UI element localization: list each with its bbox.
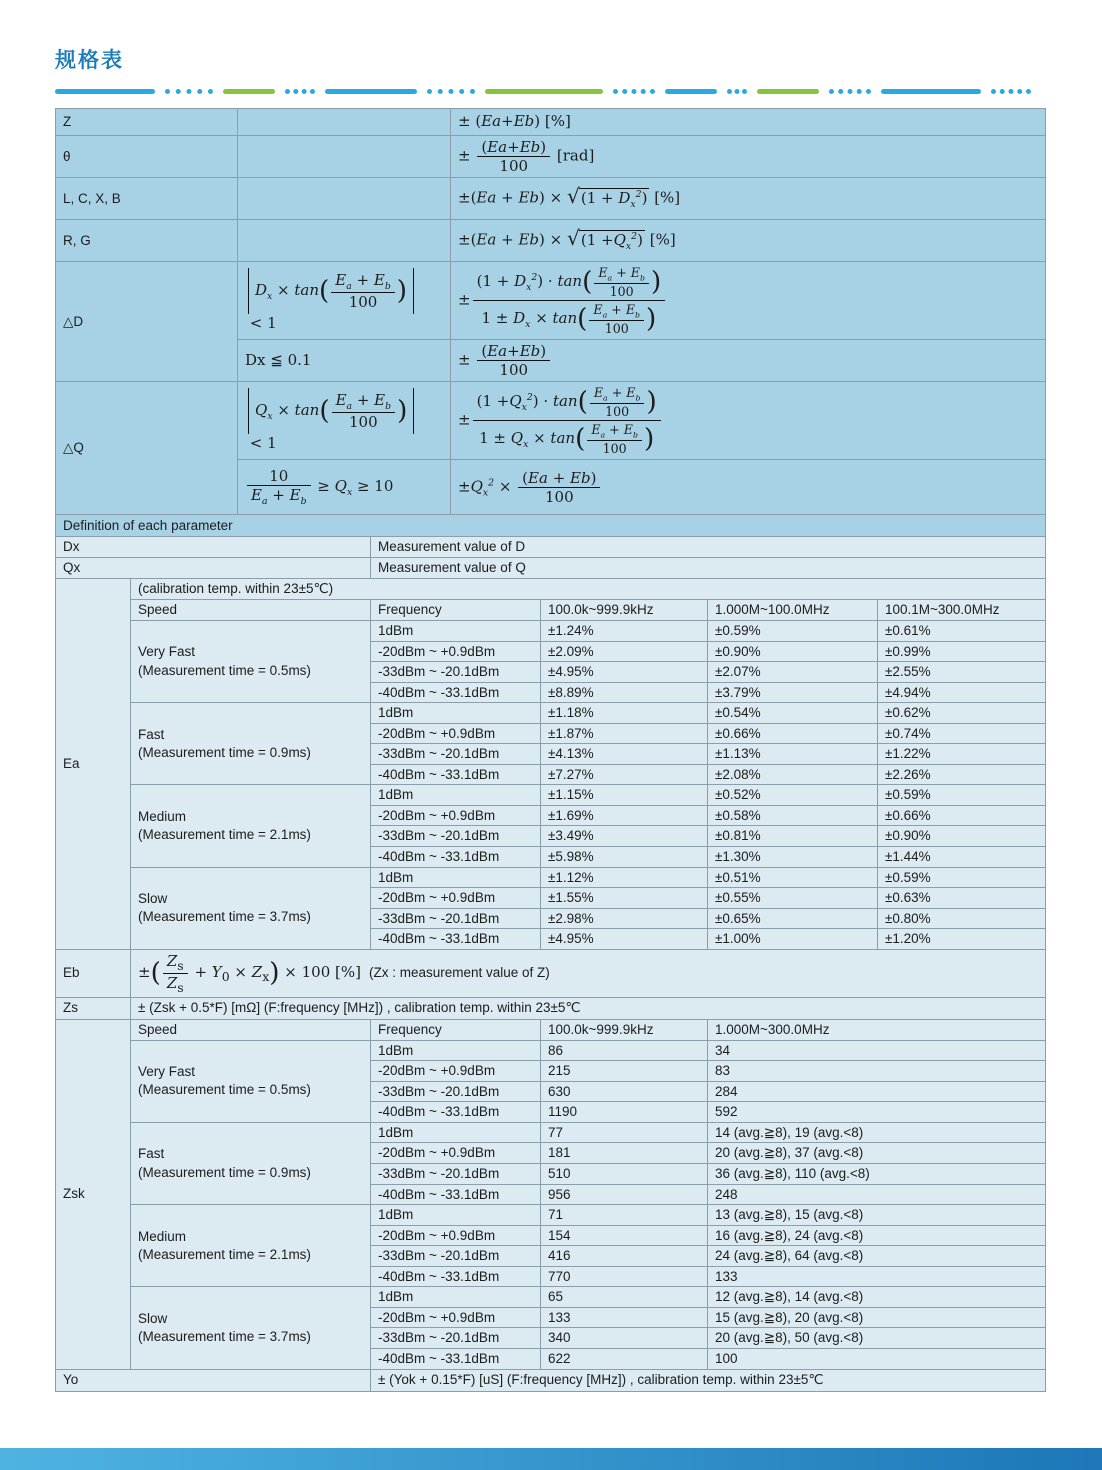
value-cell: ±0.80% — [878, 908, 1046, 929]
value-cell: ±3.79% — [708, 682, 878, 703]
zsk-speed-very-fast: Very Fast (Measurement time = 0.5ms) — [131, 1040, 371, 1122]
delta-d-condition-1: $D_x \times \tan$( $\frac{E_a + E_b}{100}$ ) < 1 — [238, 262, 451, 340]
value-cell: 215 — [541, 1061, 708, 1082]
value-cell: 71 — [541, 1205, 708, 1226]
value-cell: 592 — [708, 1102, 1046, 1123]
level-cell: -40dBm ~ -33.1dBm — [371, 847, 541, 868]
row-rg-label: R, G — [56, 220, 238, 262]
ea-header-speed: Speed — [131, 600, 371, 621]
value-cell: ±2.07% — [708, 662, 878, 683]
value-cell: ±7.27% — [541, 764, 708, 785]
value-cell: ±1.22% — [878, 744, 1046, 765]
definition-header: Definition of each parameter — [56, 515, 1046, 537]
value-cell: ±1.00% — [708, 929, 878, 950]
level-cell: -33dBm ~ -20.1dBm — [371, 826, 541, 847]
value-cell: ±4.94% — [878, 682, 1046, 703]
value-cell: ±5.98% — [541, 847, 708, 868]
value-cell: ±0.59% — [708, 621, 878, 642]
value-cell: 65 — [541, 1287, 708, 1308]
row-theta-formula: ± $\frac{(Ea+Eb)}{100}$ [rad] — [451, 136, 1046, 178]
value-cell: 630 — [541, 1081, 708, 1102]
level-cell: -40dBm ~ -33.1dBm — [371, 682, 541, 703]
footer-bar — [0, 1448, 1102, 1470]
row-qx-label: Qx — [56, 558, 371, 579]
row-rg-formula: $\pm(Ea + Eb) \times √(1 +Q_x^2)$ [%] — [451, 220, 1046, 262]
value-cell: 16 (avg.≧8), 24 (avg.<8) — [708, 1225, 1046, 1246]
value-cell: 20 (avg.≧8), 50 (avg.<8) — [708, 1328, 1046, 1349]
value-cell: ±2.08% — [708, 764, 878, 785]
level-cell: 1dBm — [371, 785, 541, 806]
value-cell: ±1.20% — [878, 929, 1046, 950]
level-cell: -40dBm ~ -33.1dBm — [371, 1266, 541, 1287]
value-cell: 1190 — [541, 1102, 708, 1123]
row-qx-value: Measurement value of Q — [371, 558, 1046, 579]
zsk-speed-slow: Slow (Measurement time = 3.7ms) — [131, 1287, 371, 1369]
value-cell: ±1.87% — [541, 723, 708, 744]
value-cell: ±1.44% — [878, 847, 1046, 868]
row-yo-value: ± (Yok + 0.15*F) [uS] (F:frequency [MHz]) , calibration temp. within 23±5℃ — [371, 1369, 1046, 1391]
level-cell: -33dBm ~ -20.1dBm — [371, 1164, 541, 1185]
value-cell: ±8.89% — [541, 682, 708, 703]
delta-q-condition-1: $Q_x \times \tan$( $\frac{E_a + E_b}{100}$ ) < 1 — [238, 382, 451, 460]
level-cell: -20dBm ~ +0.9dBm — [371, 723, 541, 744]
decorative-divider — [55, 87, 1045, 95]
level-cell: 1dBm — [371, 703, 541, 724]
value-cell: ±0.62% — [878, 703, 1046, 724]
value-cell: 15 (avg.≧8), 20 (avg.<8) — [708, 1307, 1046, 1328]
eb-note: (Zx : measurement value of Z) — [368, 965, 550, 981]
value-cell: 36 (avg.≧8), 110 (avg.<8) — [708, 1164, 1046, 1185]
value-cell: ±0.90% — [878, 826, 1046, 847]
level-cell: -40dBm ~ -33.1dBm — [371, 1102, 541, 1123]
row-zsk-label: Zsk — [56, 1019, 131, 1369]
level-cell: -40dBm ~ -33.1dBm — [371, 929, 541, 950]
row-ea-label: Ea — [56, 579, 131, 950]
row-zs-label: Zs — [56, 997, 131, 1019]
ea-speed-very-fast: Very Fast (Measurement time = 0.5ms) — [131, 621, 371, 703]
row-theta-spacer — [238, 136, 451, 178]
level-cell: -20dBm ~ +0.9dBm — [371, 641, 541, 662]
level-cell: -33dBm ~ -20.1dBm — [371, 908, 541, 929]
value-cell: 510 — [541, 1164, 708, 1185]
delta-d-formula-2: ± $\frac{(Ea+Eb)}{100}$ — [451, 340, 1046, 382]
value-cell: 100 — [708, 1348, 1046, 1369]
zsk-header-speed: Speed — [131, 1019, 371, 1040]
value-cell: ±0.66% — [878, 805, 1046, 826]
value-cell: ±0.51% — [708, 867, 878, 888]
value-cell: 20 (avg.≧8), 37 (avg.<8) — [708, 1143, 1046, 1164]
value-cell: 86 — [541, 1040, 708, 1061]
value-cell: 34 — [708, 1040, 1046, 1061]
ea-header-frequency: Frequency — [371, 600, 541, 621]
level-cell: 1dBm — [371, 1287, 541, 1308]
delta-d-formula-1: ± $(1 + D_x^2) \cdot \tan$( $\frac{E_a + E_b}{100}$ ) $1 \pm D_x \times \tan$( $\frac{E_a + E_b}{100}$ ) — [451, 262, 1046, 340]
row-lcxb-label: L, C, X, B — [56, 178, 238, 220]
delta-q-formula-2: $\pm Q_x^2$ × $\frac{(Ea + Eb)}{100}$ — [451, 460, 1046, 515]
value-cell: 133 — [541, 1307, 708, 1328]
value-cell: 24 (avg.≧8), 64 (avg.<8) — [708, 1246, 1046, 1267]
level-cell: 1dBm — [371, 1205, 541, 1226]
level-cell: -33dBm ~ -20.1dBm — [371, 1081, 541, 1102]
value-cell: ±3.49% — [541, 826, 708, 847]
level-cell: -40dBm ~ -33.1dBm — [371, 1348, 541, 1369]
value-cell: ±0.99% — [878, 641, 1046, 662]
value-cell: ±1.12% — [541, 867, 708, 888]
row-lcxb-spacer — [238, 178, 451, 220]
value-cell: ±1.55% — [541, 888, 708, 909]
value-cell: ±0.59% — [878, 785, 1046, 806]
level-cell: -33dBm ~ -20.1dBm — [371, 1328, 541, 1349]
value-cell: 83 — [708, 1061, 1046, 1082]
row-delta-d-label: △D — [56, 262, 238, 382]
row-eb-formula — [131, 949, 1046, 997]
value-cell: ±1.69% — [541, 805, 708, 826]
value-cell: ±1.30% — [708, 847, 878, 868]
specification-table — [55, 108, 1046, 1392]
level-cell: -33dBm ~ -20.1dBm — [371, 744, 541, 765]
value-cell: ±0.52% — [708, 785, 878, 806]
value-cell: ±4.95% — [541, 662, 708, 683]
ea-speed-medium: Medium (Measurement time = 2.1ms) — [131, 785, 371, 867]
value-cell: ±2.26% — [878, 764, 1046, 785]
value-cell: 13 (avg.≧8), 15 (avg.<8) — [708, 1205, 1046, 1226]
row-dx-value: Measurement value of D — [371, 537, 1046, 558]
row-theta-label: θ — [56, 136, 238, 178]
level-cell: -20dBm ~ +0.9dBm — [371, 1143, 541, 1164]
value-cell: 133 — [708, 1266, 1046, 1287]
value-cell: ±0.66% — [708, 723, 878, 744]
level-cell: -40dBm ~ -33.1dBm — [371, 764, 541, 785]
value-cell: ±0.55% — [708, 888, 878, 909]
level-cell: -40dBm ~ -33.1dBm — [371, 1184, 541, 1205]
delta-q-condition-2: $\frac{10}{E_a + E_b}$ ≥ $Q_x \ge 10$ — [238, 460, 451, 515]
ea-header-f1: 100.0k~999.9kHz — [541, 600, 708, 621]
value-cell: 12 (avg.≧8), 14 (avg.<8) — [708, 1287, 1046, 1308]
page-title: 规格表 — [55, 49, 124, 72]
level-cell: -20dBm ~ +0.9dBm — [371, 1307, 541, 1328]
delta-d-condition-2: Dx ≦ 0.1 — [238, 340, 451, 382]
level-cell: -20dBm ~ +0.9dBm — [371, 1225, 541, 1246]
value-cell: 181 — [541, 1143, 708, 1164]
value-cell: ±2.55% — [878, 662, 1046, 683]
zsk-speed-fast: Fast (Measurement time = 0.9ms) — [131, 1122, 371, 1204]
value-cell: 284 — [708, 1081, 1046, 1102]
value-cell: 14 (avg.≧8), 19 (avg.<8) — [708, 1122, 1046, 1143]
level-cell: -33dBm ~ -20.1dBm — [371, 1246, 541, 1267]
level-cell: -33dBm ~ -20.1dBm — [371, 662, 541, 683]
value-cell: ±0.74% — [878, 723, 1046, 744]
row-lcxb-formula: $\pm(Ea + Eb) \times √(1 + D_x^2)$ [%] — [451, 178, 1046, 220]
value-cell: ±1.13% — [708, 744, 878, 765]
ea-header-f3: 100.1M~300.0MHz — [878, 600, 1046, 621]
value-cell: ±1.24% — [541, 621, 708, 642]
row-eb-label: Eb — [56, 949, 131, 997]
row-yo-label: Yo — [56, 1369, 371, 1391]
value-cell: 770 — [541, 1266, 708, 1287]
value-cell: ±0.81% — [708, 826, 878, 847]
value-cell: ±0.63% — [878, 888, 1046, 909]
level-cell: -20dBm ~ +0.9dBm — [371, 805, 541, 826]
row-z-formula: ± (Ea+Eb) [%] — [451, 109, 1046, 136]
value-cell: ±0.54% — [708, 703, 878, 724]
value-cell: 416 — [541, 1246, 708, 1267]
value-cell: ±1.18% — [541, 703, 708, 724]
value-cell: 956 — [541, 1184, 708, 1205]
level-cell: 1dBm — [371, 1040, 541, 1061]
row-z-label: Z — [56, 109, 238, 136]
row-dx-label: Dx — [56, 537, 371, 558]
value-cell: ±4.95% — [541, 929, 708, 950]
row-z-spacer — [238, 109, 451, 136]
value-cell: ±0.65% — [708, 908, 878, 929]
ea-header-f2: 1.000M~100.0MHz — [708, 600, 878, 621]
value-cell: ±2.98% — [541, 908, 708, 929]
level-cell: 1dBm — [371, 867, 541, 888]
value-cell: ±0.59% — [878, 867, 1046, 888]
zsk-header-f2: 1.000M~300.0MHz — [708, 1019, 1046, 1040]
zsk-speed-medium: Medium (Measurement time = 2.1ms) — [131, 1205, 371, 1287]
row-rg-spacer — [238, 220, 451, 262]
value-cell: ±0.90% — [708, 641, 878, 662]
row-delta-q-label: △Q — [56, 382, 238, 515]
ea-speed-fast: Fast (Measurement time = 0.9ms) — [131, 703, 371, 785]
level-cell: -20dBm ~ +0.9dBm — [371, 888, 541, 909]
value-cell: ±4.13% — [541, 744, 708, 765]
value-cell: ±1.15% — [541, 785, 708, 806]
value-cell: ±2.09% — [541, 641, 708, 662]
value-cell: 622 — [541, 1348, 708, 1369]
eb-formula: ±( $\frac{Z_s}{Z_s}$ + $Y_0 \times Z_x) \times 100$ [%] — [138, 951, 361, 995]
value-cell: 77 — [541, 1122, 708, 1143]
level-cell: 1dBm — [371, 621, 541, 642]
level-cell: -20dBm ~ +0.9dBm — [371, 1061, 541, 1082]
value-cell: 154 — [541, 1225, 708, 1246]
row-zs-value: ± (Zsk + 0.5*F) [mΩ] (F:frequency [MHz]) , calibration temp. within 23±5℃ — [131, 997, 1046, 1019]
value-cell: 340 — [541, 1328, 708, 1349]
value-cell: 248 — [708, 1184, 1046, 1205]
ea-speed-slow: Slow (Measurement time = 3.7ms) — [131, 867, 371, 949]
value-cell: ±0.58% — [708, 805, 878, 826]
delta-q-formula-1: ± $(1 +Q_x^2) \cdot \tan$( $\frac{E_a + E_b}{100}$ ) $1 \pm Q_x \times \tan$( $\frac{E_a + E_b}{100}$ ) — [451, 382, 1046, 460]
value-cell: ±0.61% — [878, 621, 1046, 642]
zsk-header-f1: 100.0k~999.9kHz — [541, 1019, 708, 1040]
ea-calibration-note: (calibration temp. within 23±5℃) — [131, 579, 1046, 600]
level-cell: 1dBm — [371, 1122, 541, 1143]
zsk-header-frequency: Frequency — [371, 1019, 541, 1040]
